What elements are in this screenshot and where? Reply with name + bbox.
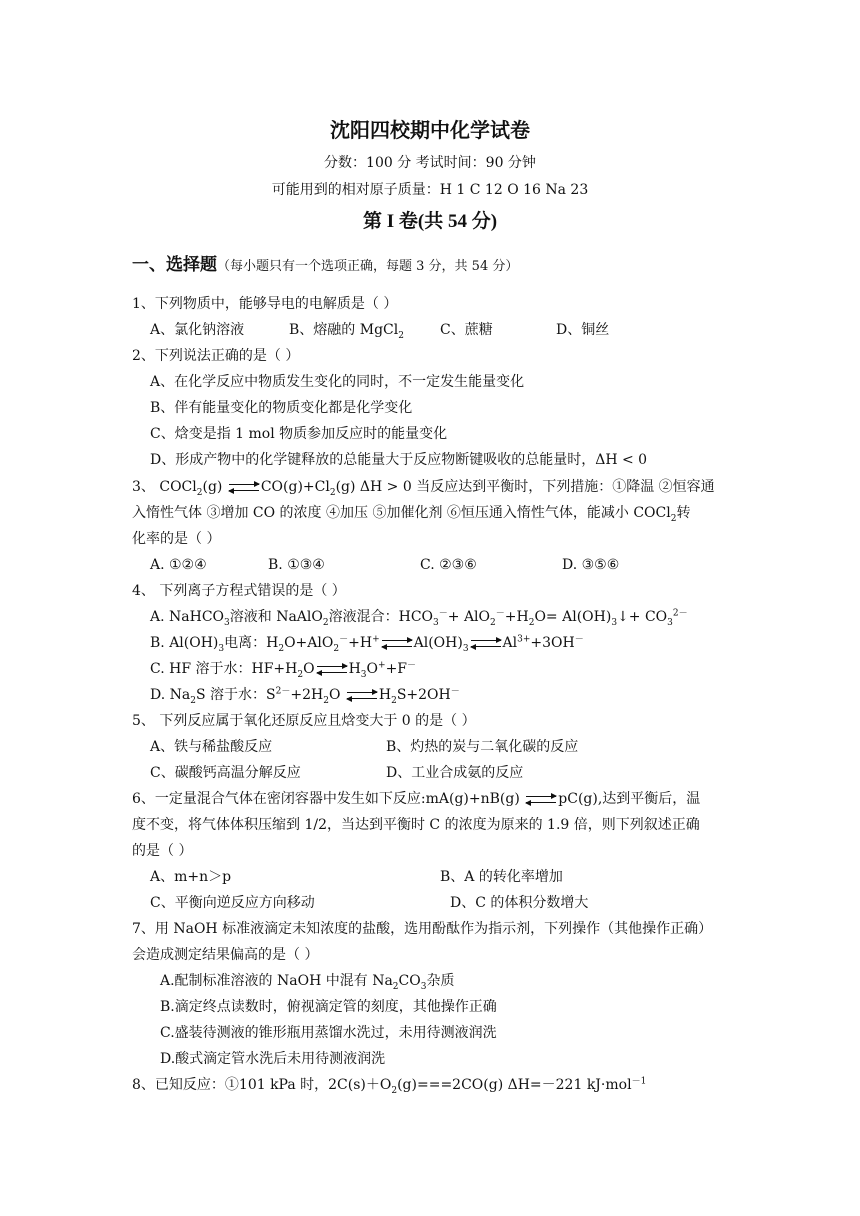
section-note: （每小题只有一个选项正确，每题 3 分，共 54 分） [217, 259, 519, 274]
q4-stem: 4、 下列离子方程式错误的是（ ） [132, 583, 346, 599]
q4-option-c: C. HF 溶于水：$HF+H_2O$ $H_3O^++F^-$ [150, 660, 417, 680]
q5-option-d: D、工业合成氨的反应 [386, 765, 524, 781]
q2-option-b: B、伴有能量变化的物质变化都是化学变化 [150, 400, 413, 416]
q6-option-b: B、A 的转化率增加 [440, 869, 563, 885]
section-title: 一、选择题 [132, 255, 217, 275]
q7-option-a: A.配制标准溶液的 NaOH 中混有 $Na_2CO_3$杂质 [160, 973, 455, 992]
q2-option-a: A、在化学反应中物质发生变化的同时，不一定发生能量变化 [150, 374, 525, 390]
q2-stem: 2、下列说法正确的是（ ） [132, 348, 300, 364]
q2-option-d: D、形成产物中的化学键释放的总能量大于反应物断键吸收的总能量时，ΔH < 0 [150, 452, 648, 468]
q1-stem: 1、下列物质中，能够导电的电解质是（ ） [132, 296, 398, 312]
equilibrium-arrow-icon [229, 483, 259, 492]
q6-option-a: A、m+n＞p [150, 869, 232, 885]
q1-option-b: B、熔融的 MgCl$_2$ [289, 322, 404, 341]
equilibrium-arrow-icon [347, 691, 377, 700]
q7-line-2: 会造成测定结果偏高的是（ ） [132, 947, 319, 963]
equilibrium-arrow-icon [317, 665, 347, 674]
q3-option-b: B. ①③④ [268, 557, 325, 573]
q1-option-c: C、蔗糖 [440, 322, 493, 338]
equilibrium-arrow-icon [471, 639, 501, 648]
q1-option-d: D、铜丝 [556, 322, 610, 338]
q2-option-c: C、焓变是指 1 mol 物质参加反应时的能量变化 [150, 426, 448, 442]
q4-option-a: A. NaHCO$_3$溶液和 NaAlO$_2$溶液混合：$HCO_3^-+ AlO_2^-+H_2O=$ $Al(OH)_3↓+ CO_3^{2-}$ [150, 608, 688, 628]
q3-option-d: D. ③⑤⑥ [562, 557, 620, 573]
q6-line-2: 度不变，将气体体积压缩到 1/2，当达到平衡时 C 的浓度为原来的 1.9 倍，则下列叙述正确 [132, 817, 700, 833]
part-title: 第 I 卷(共 54 分) [362, 211, 498, 232]
atomic-mass-line: 可能用到的相对原子质量：H 1 C 12 O 16 Na 23 [271, 182, 589, 198]
equilibrium-arrow-icon [526, 795, 556, 804]
q4-option-b: B. $Al(OH)_3$电离：$H_2O+AlO_2^-+H^+$ $Al(OH)_3$ $Al^{3+}+3OH^-$ [150, 634, 584, 654]
q7-line-1: 7、用 NaOH 标准液滴定未知浓度的盐酸，选用酚酞作为指示剂，下列操作（其他操作正确） [132, 921, 713, 937]
q3-line-2: 入惰性气体 ③增加 CO 的浓度 ④加压 ⑤加催化剂 ⑥恒压通入惰性气体，能减小 COCl$_2$转 [132, 505, 691, 524]
q3-option-c: C. ②③⑥ [420, 557, 477, 573]
q6-line-3: 的是（ ） [132, 843, 193, 859]
q5-option-c: C、碳酸钙高温分解反应 [150, 765, 301, 781]
score-time-line: 分数：100 分 考试时间：90 分钟 [324, 155, 536, 171]
q7-option-b: B.滴定终点读数时，俯视滴定管的刻度，其他操作正确 [160, 999, 497, 1015]
q5-option-a: A、铁与稀盐酸反应 [150, 739, 273, 755]
q3-option-a: A. ①②④ [150, 557, 207, 573]
q6-line-1: 6、一定量混合气体在密闭容器中发生如下反应:mA(g)+nB(g) pC(g),达到平衡后，温 [132, 791, 701, 807]
section-heading [132, 256, 518, 276]
q7-option-d: D.酸式滴定管水洗后未用待测液润洗 [160, 1051, 386, 1067]
q1-option-a: A、氯化钠溶液 [150, 322, 245, 338]
page-title: 沈阳四校期中化学试卷 [330, 118, 530, 142]
q5-option-b: B、灼热的炭与二氧化碳的反应 [386, 739, 579, 755]
q6-option-c: C、平衡向逆反应方向移动 [150, 895, 315, 911]
q6-option-d: D、C 的体积分数增大 [450, 895, 589, 911]
equilibrium-arrow-icon [382, 639, 412, 648]
q5-stem: 5、 下列反应属于氧化还原反应且焓变大于 0 的是（ ） [132, 713, 476, 729]
q3-line-3: 化率的是（ ） [132, 531, 221, 547]
q3-line-1: 3、 COCl$_2$(g) $CO(g)+Cl_2(g) \Delta H > 0$ 当反应达到平衡时，下列措施：①降温 ②恒容通 [132, 479, 715, 498]
q7-option-c: C.盛装待测液的锥形瓶用蒸馏水洗过，未用待测液润洗 [160, 1025, 497, 1041]
q4-option-d: D. $Na_2S$ 溶于水：$S^{2-}+2H_2O$ $H_2S+2OH^-$ [150, 686, 460, 706]
q8-line-1: 8、已知反应：①101 kPa 时，$2C(s)+O_2(g)===2CO(g)$ ΔH=－221 kJ·mol$^{-1}$ [132, 1076, 647, 1096]
